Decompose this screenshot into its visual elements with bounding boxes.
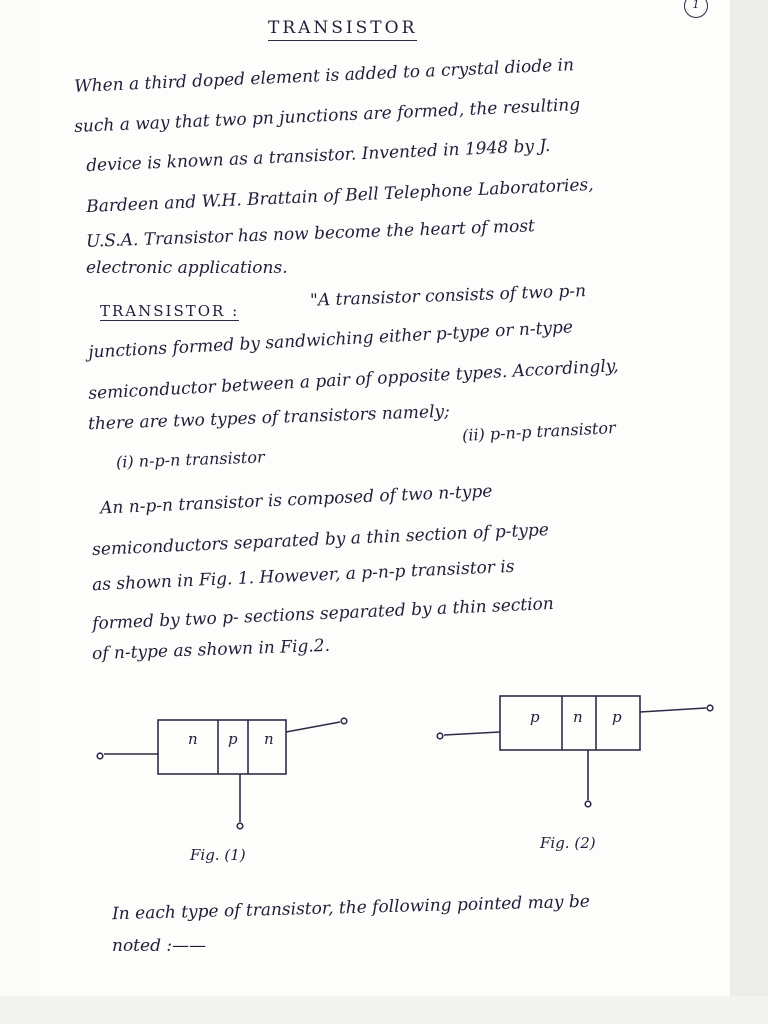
intro-line: device is known as a transistor. Invented in 1948 by J. bbox=[85, 135, 551, 177]
definition-line: junctions formed by sandwiching either p-type or n-type bbox=[87, 317, 574, 363]
closing-line: noted :—— bbox=[112, 936, 207, 956]
fig1-npn-diagram bbox=[97, 718, 347, 829]
intro-line: When a third doped element is added to a crystal diode in bbox=[73, 55, 575, 97]
explanation-line: of n-type as shown in Fig.2. bbox=[91, 635, 331, 665]
intro-line: such a way that two pn junctions are formed, the resulting bbox=[73, 94, 581, 138]
intro-line: electronic applications. bbox=[86, 258, 288, 278]
fig2-region-label: p bbox=[530, 708, 540, 726]
page-number: 1 bbox=[684, 0, 708, 18]
fig1-region-label: n bbox=[264, 730, 274, 748]
fig2-region-label: p bbox=[612, 708, 622, 726]
explanation-line: An n-p-n transistor is composed of two n-type bbox=[99, 481, 493, 519]
explanation-line: formed by two p- sections separated by a thin section bbox=[91, 593, 555, 635]
page-title: TRANSISTOR bbox=[268, 18, 417, 41]
fig2-region-label: n bbox=[573, 708, 583, 726]
fig1-region-label: p bbox=[228, 730, 238, 748]
definition-line: semiconductor between a pair of opposite types. Accordingly, bbox=[87, 356, 620, 404]
definition-line: there are two types of transistors namely; bbox=[87, 401, 451, 435]
fig2-caption: Fig. (2) bbox=[540, 834, 596, 852]
fig1-caption: Fig. (1) bbox=[190, 846, 246, 864]
intro-line: Bardeen and W.H. Brattain of Bell Telephone Laboratories, bbox=[85, 174, 595, 218]
intro-line: U.S.A. Transistor has now become the heart of most bbox=[85, 216, 536, 252]
explanation-line: as shown in Fig. 1. However, a p-n-p transistor is bbox=[91, 556, 515, 596]
closing-line: In each type of transistor, the following pointed may be bbox=[111, 891, 591, 925]
definition-heading: TRANSISTOR : bbox=[100, 302, 240, 320]
type-pnp: (ii) p-n-p transistor bbox=[461, 417, 617, 446]
explanation-line: semiconductors separated by a thin section of p-type bbox=[91, 520, 550, 560]
fig1-region-label: n bbox=[188, 730, 198, 748]
type-npn: (i) n-p-n transistor bbox=[115, 447, 265, 472]
definition-line: "A transistor consists of two p-n bbox=[309, 281, 587, 311]
